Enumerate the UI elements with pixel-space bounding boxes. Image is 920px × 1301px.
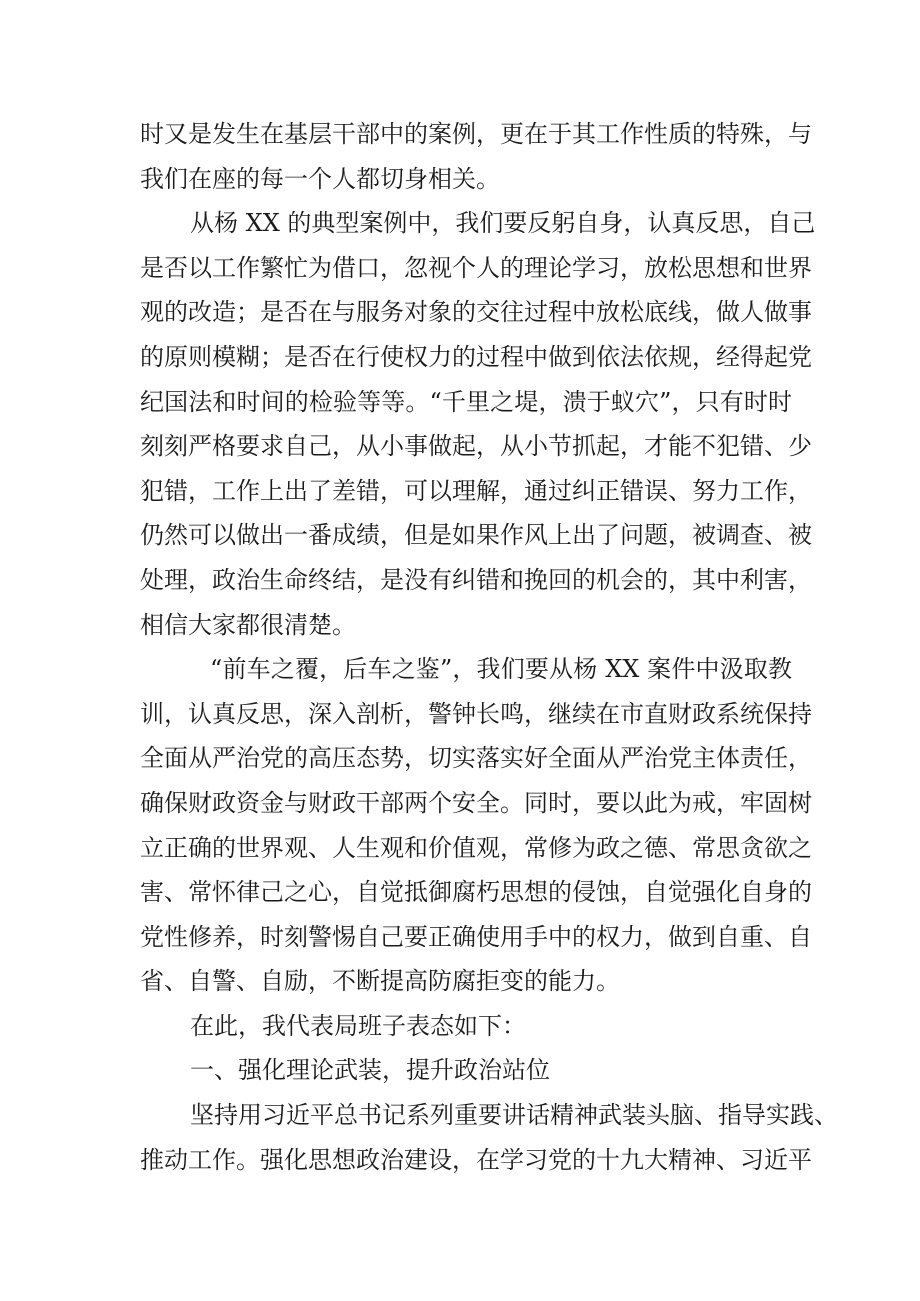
text-line: 仍然可以做出一番成绩，但是如果作风上出了问题，被调查、被: [140, 521, 812, 550]
text-line: 训，认真反思，深入剖析，警钟长鸣，继续在市直财政系统保持: [140, 699, 812, 728]
paragraph-5: [140, 1093, 838, 1182]
text-line: 时又是发生在基层干部中的案例，更在于其工作性质的特殊，与: [140, 120, 812, 148]
heading-line: 一、强化理论武装，提升政治站位: [190, 1056, 550, 1085]
text-line: 是否以工作繁忙为借口，忽视个人的理论学习，放松思想和世界: [140, 253, 812, 282]
text-line: 相信大家都很清楚。: [140, 610, 356, 639]
text-line: 确保财政资金与财政干部两个安全。同时，要以此为戒，牢固树: [140, 788, 812, 817]
text-line: 在此，我代表局班子表态如下：: [190, 1011, 526, 1040]
text-line: “前车之覆，后车之鉴”，我们要从杨 XX 案件中汲取教: [210, 655, 792, 684]
text-line: 观的改造；是否在与服务对象的交往过程中放松底线，做人做事: [140, 298, 812, 327]
text-line: 全面从严治党的高压态势，切实落实好全面从严治党主体责任，: [140, 744, 812, 773]
text-line: 刻刻严格要求自己，从小事做起，从小节抓起，才能不犯错、少: [140, 432, 812, 461]
paragraph-2: [140, 201, 816, 647]
text-line: 害、常怀律己之心，自觉抵御腐朽思想的侵蚀，自觉强化自身的: [140, 878, 812, 907]
text-line: 我们在座的每一个人都切身相关。: [140, 164, 500, 193]
text-line: 犯错，工作上出了差错，可以理解，通过纠正错误、努力工作，: [140, 476, 812, 505]
section-heading: [140, 1048, 792, 1093]
text-line: 处理，政治生命终结，是没有纠错和挽回的机会的，其中利害，: [140, 565, 812, 594]
text-line: 从杨 XX 的典型案例中，我们要反躬自身，认真反思，自己: [190, 209, 816, 238]
paragraph-1: [140, 112, 812, 201]
text-line: 纪国法和时间的检验等等。“千里之堤，溃于蚁穴”，只有时时: [140, 387, 792, 416]
document-body: [140, 112, 838, 1182]
text-line: 推动工作。强化思想政治建设，在学习党的十九大精神、习近平: [140, 1145, 812, 1174]
text-line: 坚持用习近平总书记系列重要讲话精神武装头脑、指导实践、: [190, 1101, 838, 1130]
text-line: 省、自警、自励，不断提高防腐拒变的能力。: [140, 967, 620, 996]
text-line: 的原则模糊；是否在行使权力的过程中做到依法依规，经得起党: [140, 342, 812, 371]
text-line: 党性修养，时刻警惕自己要正确使用手中的权力，做到自重、自: [140, 922, 812, 951]
paragraph-3: [140, 647, 812, 1004]
text-line: 立正确的世界观、人生观和价值观，常修为政之德、常思贪欲之: [140, 833, 812, 862]
paragraph-4: [140, 1004, 792, 1049]
